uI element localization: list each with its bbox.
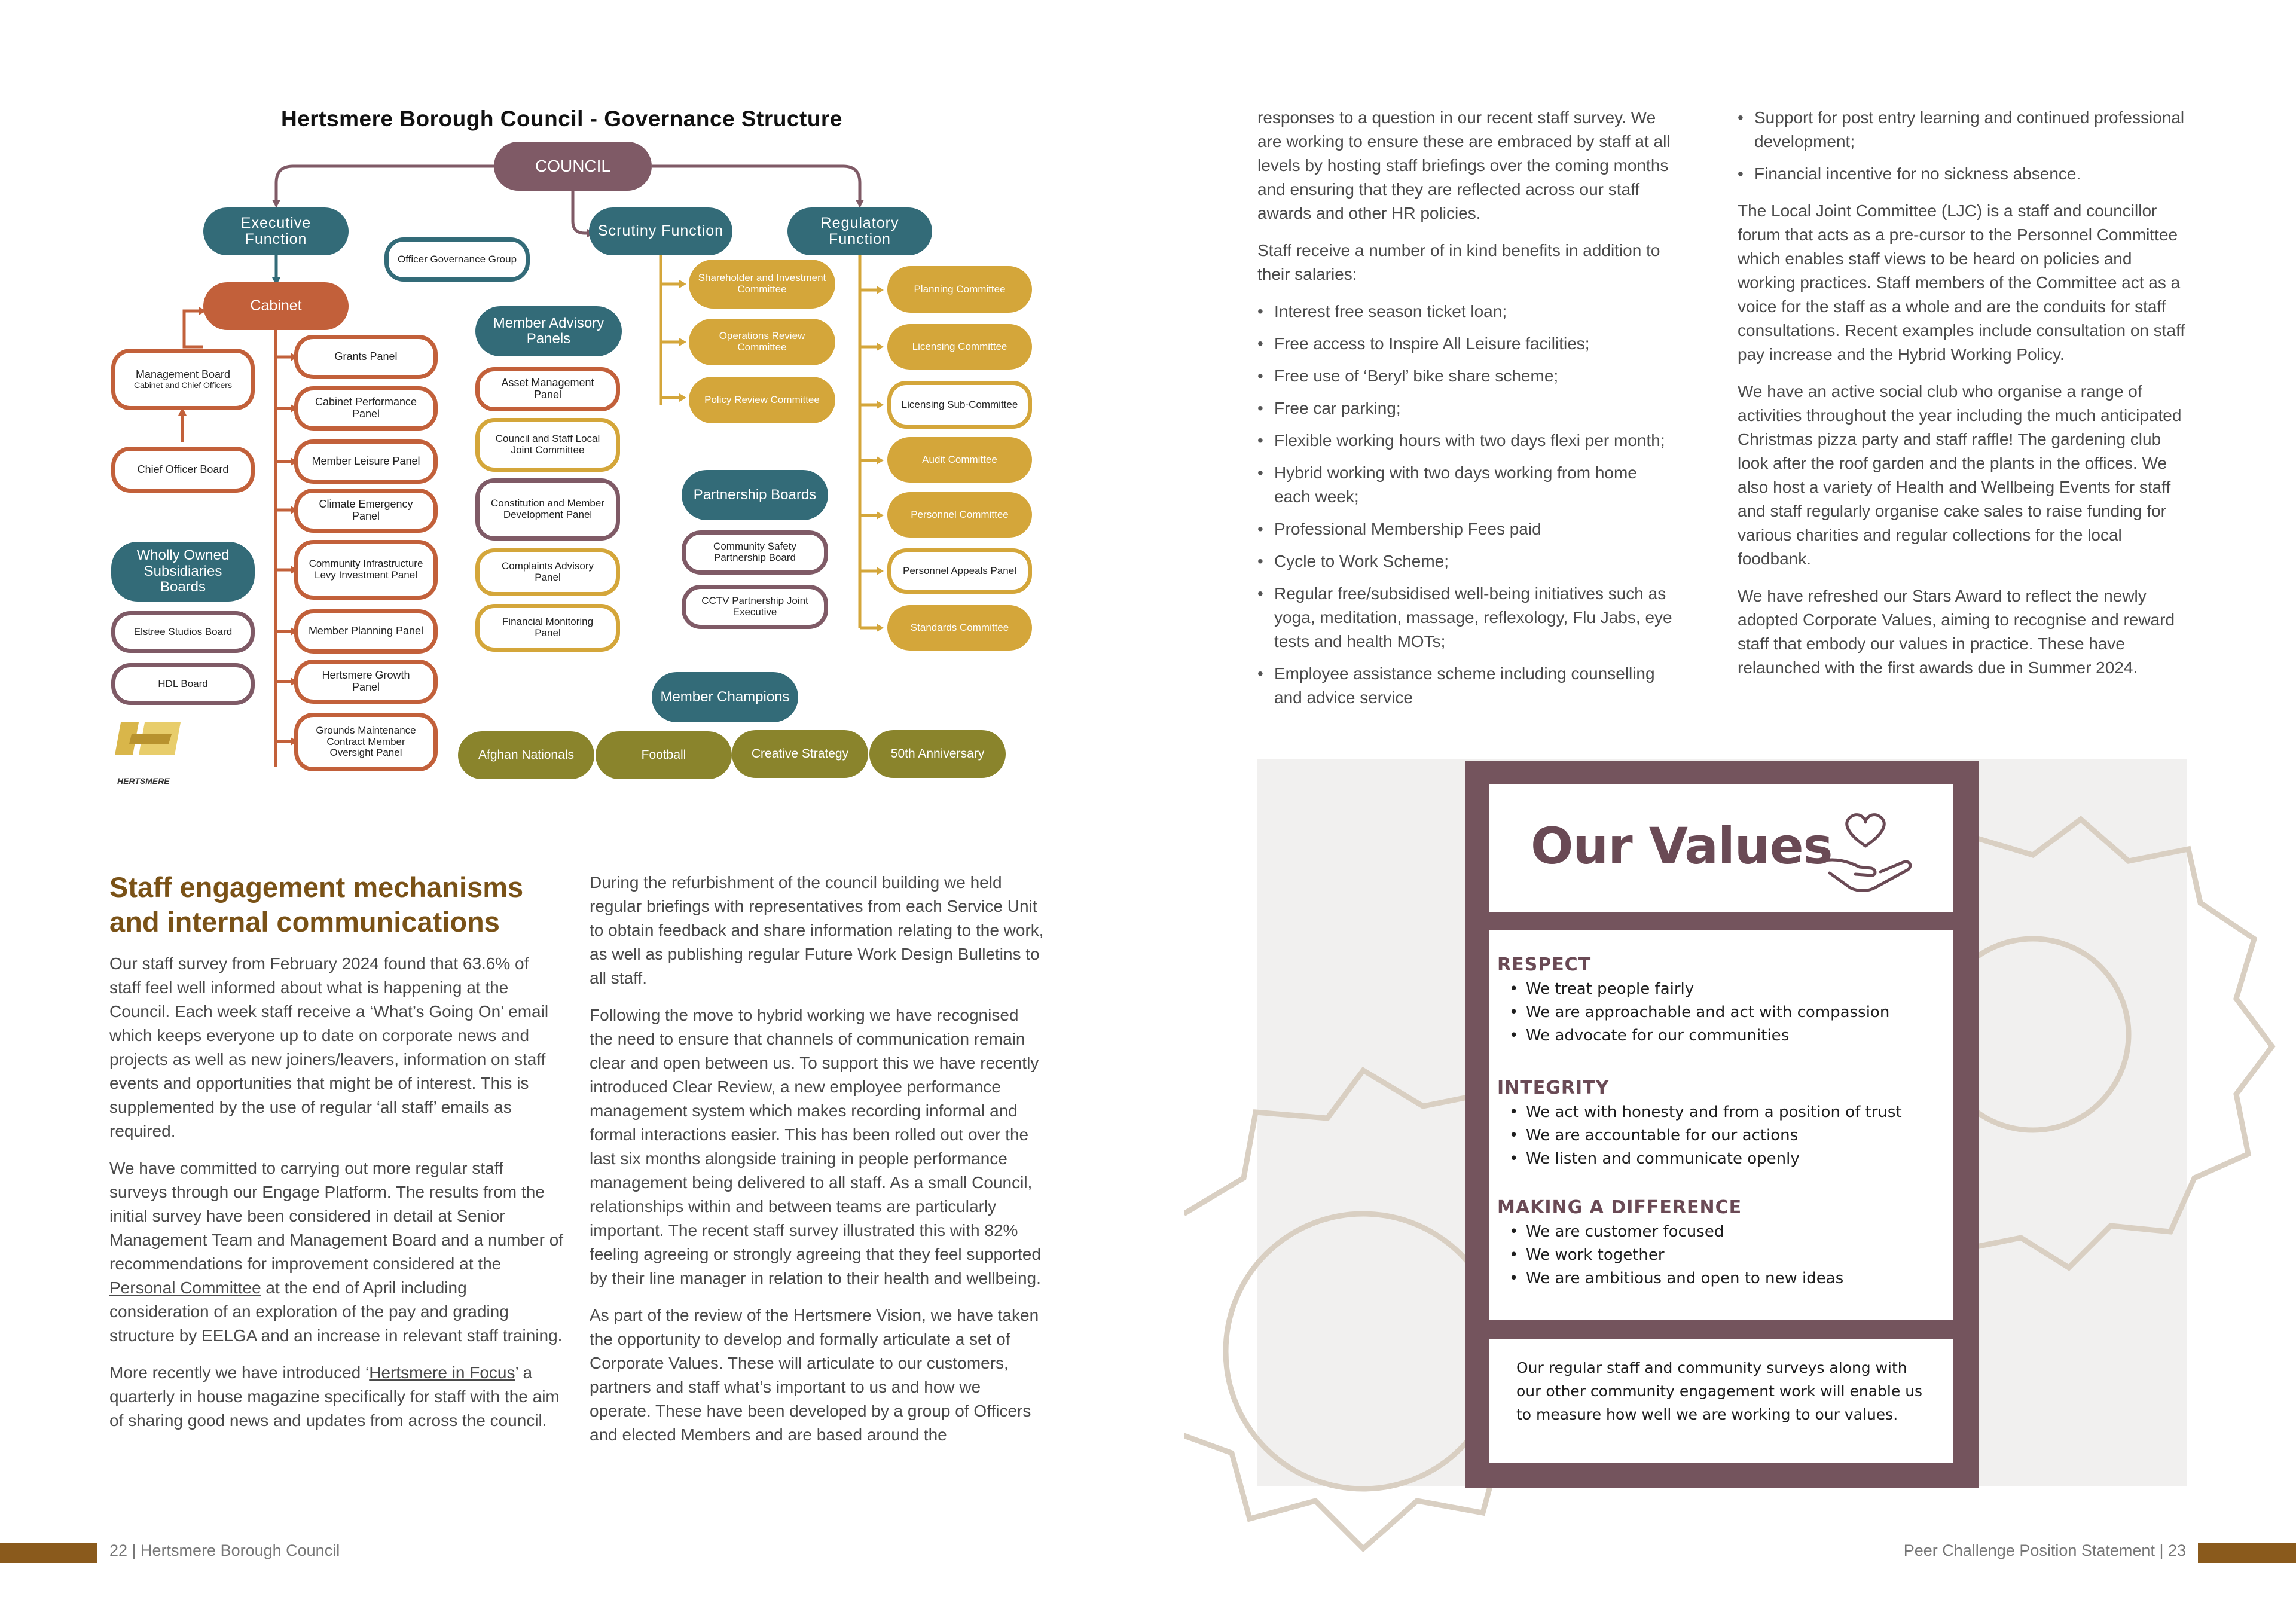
value-item: • We treat people fairly bbox=[1497, 978, 1945, 1001]
member-advisory-node: Member Advisory Panels bbox=[475, 306, 622, 356]
paragraph-text: We have committed to carrying out more regular staff surveys through our Engage Platform. The results from the initial survey have been considered in detail at Senior Management Team and Management Board and a number of recommendations for improvement considered at the bbox=[109, 1159, 564, 1273]
value-item: • We work together bbox=[1497, 1244, 1945, 1267]
section-heading: Staff engagement mechanisms and internal communications bbox=[109, 871, 524, 938]
list-item: • Support for post entry learning and continued professional development; bbox=[1738, 106, 2192, 154]
scrutiny-committee: Operations Review Committee bbox=[689, 319, 835, 365]
partnership-boards-node: Partnership Boards bbox=[682, 470, 828, 520]
council-node: COUNCIL bbox=[494, 142, 652, 191]
elstree-node: Elstree Studios Board bbox=[111, 611, 255, 653]
wholly-owned-node: Wholly Owned Subsidiaries Boards bbox=[111, 542, 255, 602]
regulatory-function-node: Regulatory Function bbox=[787, 207, 932, 255]
footer-right: Peer Challenge Position Statement | 23 bbox=[1903, 1541, 2186, 1559]
cabinet-panel: Hertsmere Growth Panel bbox=[294, 660, 438, 704]
paragraph-text: at the end of April including consideration of an exploration of the pay and grading structure by EELGA and an increase in relevant staff training. bbox=[109, 1278, 563, 1345]
regulatory-committee: Standards Committee bbox=[887, 605, 1032, 651]
right-column-1 bbox=[1257, 106, 1676, 723]
paragraph: During the refurbishment of the council building we held regular briefings with representatives from each Service Unit to obtain feedback and share information relating to the work, as well as publishing regular Future Work Design Bulletins to all staff. bbox=[590, 873, 1044, 987]
list-item: • Free car parking; bbox=[1257, 396, 1676, 420]
list-item: • Interest free season ticket loan; bbox=[1257, 300, 1676, 323]
paragraph-text: More recently we have introduced ‘ bbox=[109, 1363, 370, 1382]
regulatory-committee: Planning Committee bbox=[887, 266, 1032, 313]
partnership-board: CCTV Partnership Joint Executive bbox=[682, 585, 828, 629]
respect-heading: RESPECT bbox=[1497, 954, 1592, 975]
cabinet-panel: Grants Panel bbox=[294, 335, 438, 379]
officer-governance-node: Officer Governance Group bbox=[384, 237, 530, 282]
champion: 50th Anniversary bbox=[869, 730, 1006, 778]
list-item: • Cycle to Work Scheme; bbox=[1257, 550, 1676, 573]
paragraph: Following the move to hybrid working we have recognised the need to ensure that channels of communication remain clear and open between us. To support this we have recently introduced Clear Review, a new employee performance management system which makes recording informal and formal interactions easier. This has been rolled out over the last six months alongside training in people performance management being delivered to all staff. As a small Council, relationships within and between teams are particularly important. The recent staff survey illustrated this with 82% feeling agreeing or strongly agreeing that they feel supported by their line manager in relation to their health and wellbeing. bbox=[590, 1006, 1041, 1287]
scrutiny-committee: Shareholder and Investment Committee bbox=[689, 260, 835, 309]
cabinet-panel: Cabinet Performance Panel bbox=[294, 386, 438, 431]
cabinet-panel: Climate Emergency Panel bbox=[294, 489, 438, 533]
cabinet-panel: Member Planning Panel bbox=[294, 609, 438, 654]
scrutiny-committee: Policy Review Committee bbox=[689, 377, 835, 423]
chief-officer-board-node: Chief Officer Board bbox=[111, 447, 255, 493]
regulatory-committee: Licensing Sub-Committee bbox=[887, 381, 1032, 429]
heart-hand-icon bbox=[1815, 807, 1916, 897]
support-list bbox=[1738, 106, 2192, 186]
footer-bar-left bbox=[0, 1543, 97, 1563]
executive-function-node: Executive Function bbox=[203, 207, 349, 255]
values-note: Our regular staff and community surveys along with our other community engagement work will enable us to measure how well we are working to our values. bbox=[1516, 1359, 1923, 1423]
values-list-box bbox=[1489, 930, 1953, 1320]
value-item: • We advocate for our communities bbox=[1497, 1024, 1945, 1048]
paragraph: Staff receive a number of in kind benefits in addition to their salaries: bbox=[1257, 241, 1660, 283]
middle-column bbox=[590, 871, 1044, 1460]
value-item: • We act with honesty and from a position of trust bbox=[1497, 1101, 1945, 1124]
cabinet-panel: Grounds Maintenance Contract Member Oversight Panel bbox=[294, 713, 438, 771]
champion: Football bbox=[596, 731, 732, 779]
member-champions-node: Member Champions bbox=[652, 672, 798, 722]
paragraph bbox=[109, 1156, 564, 1348]
list-item: • Flexible working hours with two days flexi per month; bbox=[1257, 429, 1676, 453]
paragraph: We have refreshed our Stars Award to reflect the newly adopted Corporate Values, aiming to recognise and reward staff that embody our values in practice. These have relaunched with the first awards due in Summer 2024. bbox=[1738, 587, 2175, 677]
regulatory-committee: Personnel Committee bbox=[887, 492, 1032, 538]
regulatory-committee: Licensing Committee bbox=[887, 324, 1032, 370]
list-item: • Professional Membership Fees paid bbox=[1257, 517, 1676, 541]
paragraph bbox=[109, 1361, 564, 1433]
cabinet-panel: Member Leisure Panel bbox=[294, 439, 438, 484]
integrity-heading: INTEGRITY bbox=[1497, 1077, 1610, 1098]
personal-committee-link[interactable]: Personal Committee bbox=[109, 1278, 261, 1297]
scrutiny-function-node: Scrutiny Function bbox=[589, 207, 732, 255]
list-item: • Free use of ‘Beryl’ bike share scheme; bbox=[1257, 364, 1676, 388]
advisory-panel: Complaints Advisory Panel bbox=[475, 548, 620, 596]
management-board-node bbox=[111, 349, 255, 410]
paragraph: We have an active social club who organise a range of activities throughout the year including the much anticipated Christmas pizza party and staff raffle! The gardening club look after the roof garden and the plants in the offices. We also host a variety of Health and Wellbeing Events for staff and staff regularly organise cake sales to raise funding for various charities and regular collections for the local foodbank. bbox=[1738, 382, 2182, 568]
cabinet-panel: Community Infrastructure Levy Investment Panel bbox=[294, 540, 438, 600]
paragraph: Our staff survey from February 2024 found that 63.6% of staff feel well informed about what is happening at the Council. Each week staff receive a ‘What’s Going On’ email which keeps everyone up to date on corporate news and projects as well as new joiners/leavers, information on staff events and opportunities that might be of interest. This is supplemented by the use of regular ‘all staff’ emails as required. bbox=[109, 954, 549, 1140]
benefits-list bbox=[1257, 300, 1676, 710]
advisory-panel: Asset Management Panel bbox=[475, 367, 620, 411]
value-item: • We listen and communicate openly bbox=[1497, 1147, 1945, 1171]
value-item: • We are ambitious and open to new ideas bbox=[1497, 1267, 1945, 1290]
advisory-panel: Financial Monitoring Panel bbox=[475, 604, 620, 652]
governance-chart bbox=[0, 0, 1148, 825]
paragraph: responses to a question in our recent staff survey. We are working to ensure these are embraced by staff at all levels by hosting staff briefings over the coming months and ensuring that they are reflected across our staff awards and other HR policies. bbox=[1257, 108, 1671, 222]
list-item: • Hybrid working with two days working from home each week; bbox=[1257, 461, 1676, 509]
value-item: • We are customer focused bbox=[1497, 1220, 1945, 1244]
list-item: • Employee assistance scheme including counselling and advice service bbox=[1257, 662, 1676, 710]
champion: Afghan Nationals bbox=[458, 731, 594, 779]
hertsmere-in-focus-link[interactable]: Hertsmere in Focus bbox=[369, 1363, 515, 1382]
hdl-node: HDL Board bbox=[111, 663, 255, 705]
footer-bar-right bbox=[2198, 1543, 2296, 1563]
management-board-sub: Cabinet and Chief Officers bbox=[134, 380, 232, 390]
paragraph-text: ’ a quarterly in house magazine specifically for staff with the aim of sharing good news and updates from across the council. bbox=[109, 1363, 560, 1430]
regulatory-committee: Audit Committee bbox=[887, 437, 1032, 483]
list-item: • Free access to Inspire All Leisure facilities; bbox=[1257, 332, 1676, 356]
values-title-box bbox=[1489, 784, 1953, 912]
right-column-2 bbox=[1738, 106, 2192, 693]
logo-text: HERTSMERE bbox=[117, 776, 170, 786]
hertsmere-logo bbox=[115, 722, 187, 773]
management-board-label: Management Board bbox=[135, 368, 231, 380]
chart-title: Hertsmere Borough Council - Governance Structure bbox=[281, 106, 842, 131]
value-item: • We are accountable for our actions bbox=[1497, 1124, 1945, 1147]
partnership-board: Community Safety Partnership Board bbox=[682, 530, 828, 575]
regulatory-committee: Personnel Appeals Panel bbox=[887, 548, 1032, 594]
difference-heading: MAKING A DIFFERENCE bbox=[1497, 1197, 1742, 1218]
paragraph: As part of the review of the Hertsmere Vision, we have taken the opportunity to develop and formally articulate a set of Corporate Values. These will articulate to our customers, partners and staff what’s important to us and how we operate. These have been developed by a group of Officers and elected Members and are based around the bbox=[590, 1306, 1039, 1444]
cabinet-node: Cabinet bbox=[203, 282, 349, 330]
champion: Creative Strategy bbox=[732, 730, 868, 778]
values-note-box bbox=[1489, 1339, 1953, 1463]
list-item: • Financial incentive for no sickness absence. bbox=[1738, 162, 2192, 186]
list-item: • Regular free/subsidised well-being initiatives such as yoga, meditation, massage, reflexology, Flu Jabs, eye tests and health MOTs; bbox=[1257, 582, 1676, 654]
values-title: Our Values bbox=[1531, 817, 1833, 875]
advisory-panel: Constitution and Member Development Panel bbox=[475, 478, 620, 541]
footer-left: 22 | Hertsmere Borough Council bbox=[109, 1541, 340, 1559]
paragraph: The Local Joint Committee (LJC) is a staff and councillor forum that acts as a pre-cursor to the Personnel Committee which enables staff views to be heard on policies and working practices. Staff members of the Committee act as a voice for the staff as a whole and are the conduits for staff consultations. Recent examples include consultation on staff pay increase and the Hybrid Working Policy. bbox=[1738, 202, 2185, 364]
advisory-panel: Council and Staff Local Joint Committee bbox=[475, 418, 620, 472]
left-column bbox=[109, 952, 564, 1446]
value-item: • We are approachable and act with compassion bbox=[1497, 1001, 1945, 1024]
